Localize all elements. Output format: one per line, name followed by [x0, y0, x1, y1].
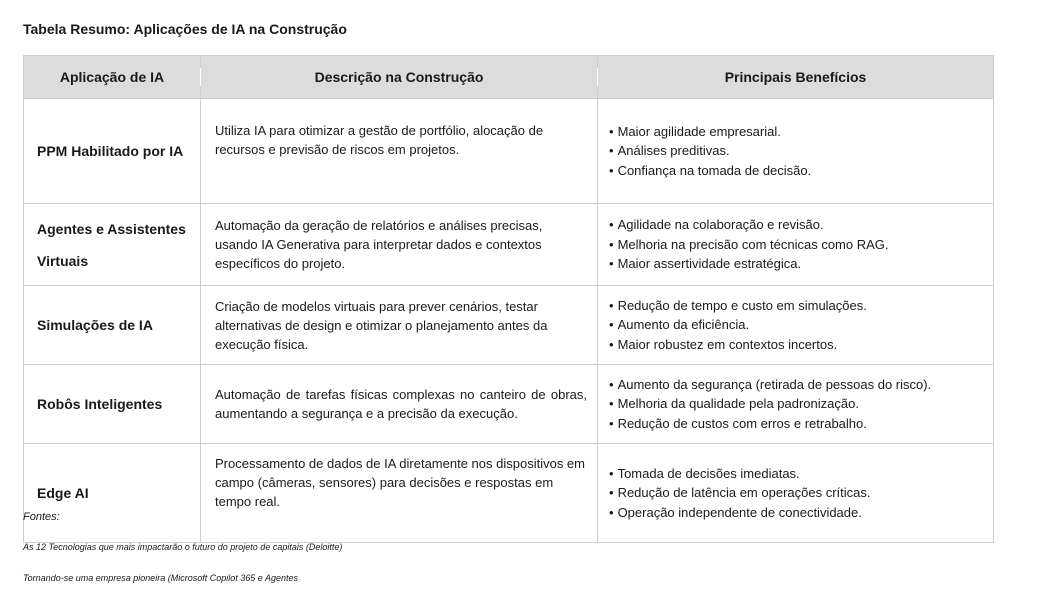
- sources-label: Fontes:: [23, 511, 60, 523]
- cell-benefits: [598, 286, 994, 365]
- benefit-item: • Maior assertividade estratégica.: [609, 254, 987, 274]
- benefit-item: • Aumento da segurança (retirada de pessoas do risco).: [609, 375, 987, 395]
- table-row: [24, 286, 994, 365]
- page-title: Tabela Resumo: Aplicações de IA na Construção: [23, 21, 347, 37]
- benefit-item: • Agilidade na colaboração e revisão.: [609, 215, 987, 235]
- source-microsoft: Tornando-se uma empresa pioneira (Microsoft Copilot 365 e Agentes: [23, 573, 298, 583]
- cell-description: Automação da geração de relatórios e análises precisas, usando IA Generativa para interpretar dados e contextos específicos do projeto.: [201, 204, 598, 286]
- cell-application: Robôs Inteligentes: [24, 365, 201, 444]
- header-description: Descrição na Construção: [201, 56, 598, 99]
- cell-description: Utiliza IA para otimizar a gestão de portfólio, alocação de recursos e previsão de riscos em projetos.: [201, 99, 598, 204]
- benefit-item: • Operação independente de conectividade.: [609, 503, 987, 523]
- cell-application: Edge AI: [24, 444, 201, 543]
- cell-description: Automação de tarefas físicas complexas no canteiro de obras, aumentando a segurança e a precisão da execução.: [201, 365, 598, 444]
- benefit-item: • Tomada de decisões imediatas.: [609, 464, 987, 484]
- benefits-list: [609, 122, 987, 181]
- cell-benefits: [598, 204, 994, 286]
- cell-benefits: [598, 444, 994, 543]
- benefits-list: [609, 296, 987, 355]
- benefits-list: [609, 215, 987, 274]
- benefit-item: • Confiança na tomada de decisão.: [609, 161, 987, 181]
- cell-description: Criação de modelos virtuais para prever cenários, testar alternativas de design e otimizar o planejamento antes da execução física.: [201, 286, 598, 365]
- table-row: [24, 204, 994, 286]
- cell-application: PPM Habilitado por IA: [24, 99, 201, 204]
- source-deloitte: As 12 Tecnologias que mais impactarão o futuro do projeto de capitais (Deloitte): [23, 542, 343, 552]
- cell-application: Simulações de IA: [24, 286, 201, 365]
- table-header-row: [24, 56, 994, 99]
- benefit-item: • Redução de custos com erros e retrabalho.: [609, 414, 987, 434]
- header-benefits: Principais Benefícios: [598, 56, 994, 99]
- benefit-item: • Redução de latência em operações críticas.: [609, 483, 987, 503]
- benefit-item: • Melhoria na precisão com técnicas como RAG.: [609, 235, 987, 255]
- benefits-list: [609, 375, 987, 434]
- header-application: Aplicação de IA: [24, 56, 201, 99]
- cell-application: Agentes e Assistentes Virtuais: [24, 204, 201, 286]
- summary-table: [23, 55, 994, 543]
- benefit-item: • Melhoria da qualidade pela padronização.: [609, 394, 987, 414]
- benefits-list: [609, 464, 987, 523]
- cell-description: Processamento de dados de IA diretamente nos dispositivos em campo (câmeras, sensores) para decisões e respostas em tempo real.: [201, 444, 598, 543]
- cell-benefits: [598, 99, 994, 204]
- benefit-item: • Maior robustez em contextos incertos.: [609, 335, 987, 355]
- benefit-item: • Análises preditivas.: [609, 141, 987, 161]
- table-row: [24, 99, 994, 204]
- benefit-item: • Maior agilidade empresarial.: [609, 122, 987, 142]
- benefit-item: • Redução de tempo e custo em simulações.: [609, 296, 987, 316]
- table-row: [24, 365, 994, 444]
- cell-benefits: [598, 365, 994, 444]
- benefit-item: • Aumento da eficiência.: [609, 315, 987, 335]
- table-row: [24, 444, 994, 543]
